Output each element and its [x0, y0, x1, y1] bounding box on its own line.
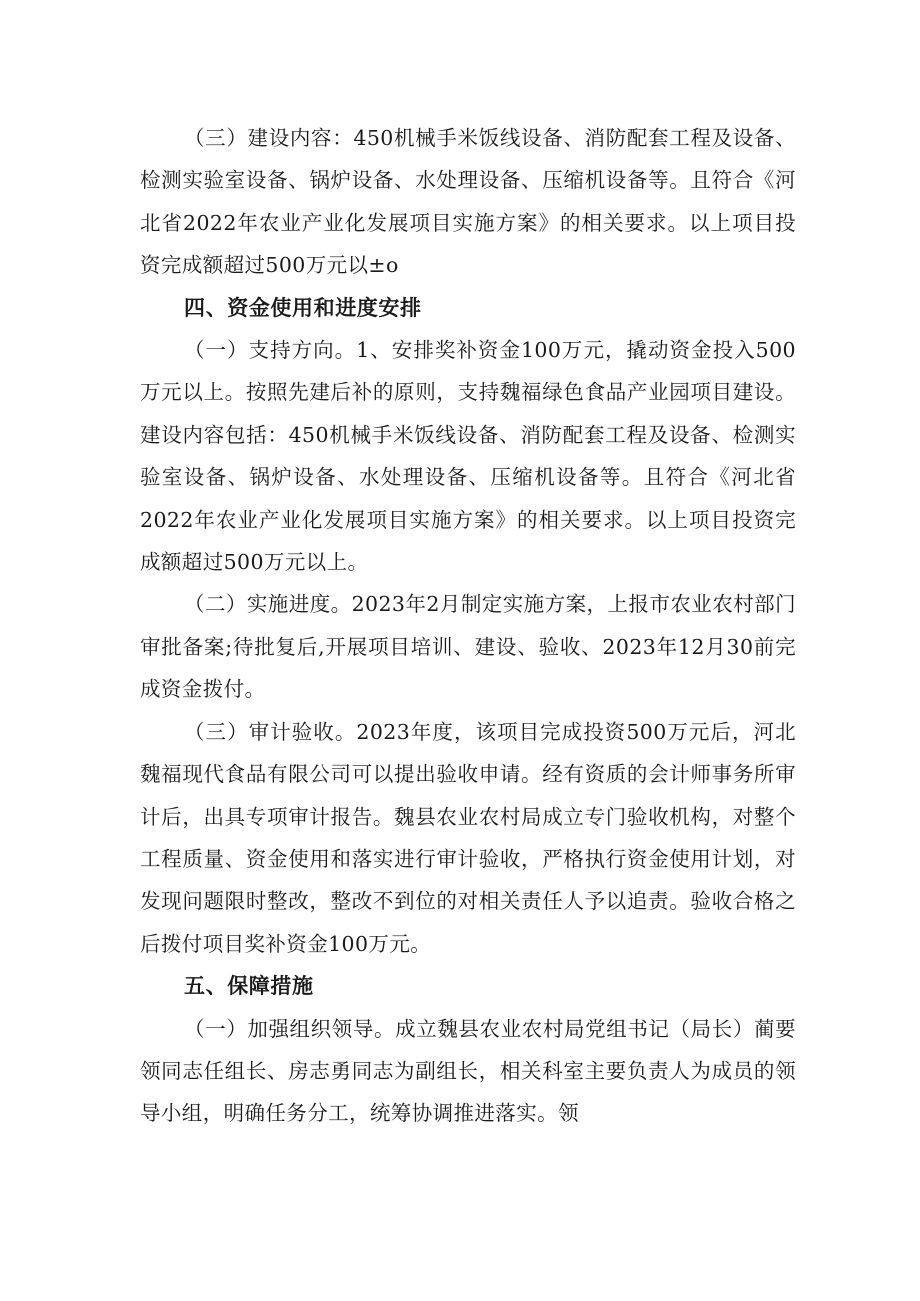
paragraph-construction-content: （三）建设内容：450机械手米饭线设备、消防配套工程及设备、检测实验室设备、锅炉设备、水处理设备、压缩机设备等。且符合《河北省2022年农业产业化发展项目实施方案》的相关要求。以上项目投资完成额超过500万元以±o: [140, 126, 796, 278]
paragraph-implementation-progress: （二）实施进度。2023年2月制定实施方案，上报市农业农村部门审批备案;待批复后,开展项目培训、建设、验收、2023年12月30前完成资金拨付。: [140, 592, 796, 702]
paragraph-audit-acceptance: （三）审计验收。2023年度，该项目完成投资500万元后，河北魏福现代食品有限公司可以提出验收申请。经有资质的会计师事务所审计后，出具专项审计报告。魏县农业农村局成立专门验收机构，对整个工程质量、资金使用和落实进行审计验收，严格执行资金使用计划，对发现问题限时整改，整改不到位的对相关责任人予以追责。验收合格之后拨付项目奖补资金100万元。: [140, 719, 796, 956]
section-heading-safeguards: 五、保障措施: [184, 974, 314, 999]
section-heading-funds-schedule: 四、资金使用和进度安排: [184, 295, 422, 320]
paragraph-support-direction: （一）支持方向。1、安排奖补资金100万元，撬动资金投入500万元以上。按照先建后补的原则，支持魏福绿色食品产业园项目建设。建设内容包括：450机械手米饭线设备、消防配套工程及设备、检测实验室设备、锅炉设备、水处理设备、压缩机设备等。且符合《河北省2022年农业产业化发展项目实施方案》的相关要求。以上项目投资完成额超过500万元以上。: [140, 338, 796, 575]
paragraph-organization-leadership: （一）加强组织领导。成立魏县农业农村局党组书记（局长）蔺要领同志任组长、房志勇同志为副组长，相关科室主要负责人为成员的领导小组，明确任务分工，统筹协调推进落实。领: [140, 1016, 796, 1126]
document-body: [140, 117, 796, 1135]
